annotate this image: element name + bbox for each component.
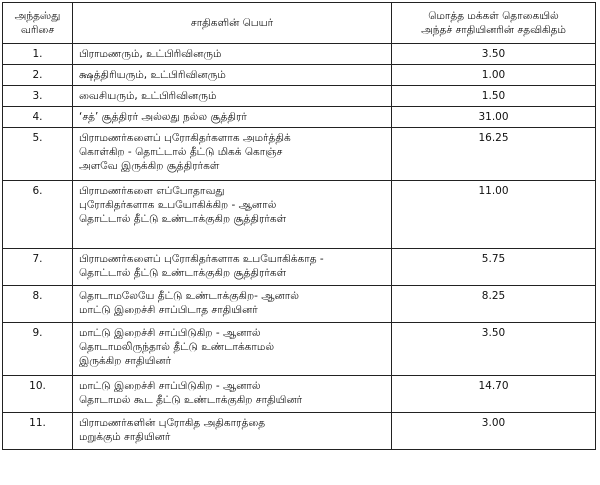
percentage-column-header [392,3,596,44]
caste-name-cell [73,323,392,376]
rank-cell: 10. [3,376,73,413]
caste-name-cell [73,413,392,450]
rank-cell: 5. [3,128,73,181]
caste-name-cell [73,128,392,181]
percentage-cell: 16.25 [392,128,596,181]
caste-name-cell [73,65,392,86]
caste-percentage-table [2,2,596,450]
caste-name-line: தொட்டால் தீட்டு உண்டாக்குகிற சூத்திரர்கள் [79,213,287,225]
caste-name-cell [73,286,392,323]
caste-name-line: மாட்டு இறைச்சி சாப்பிடுகிற - ஆனால் [79,380,261,392]
table-row [3,249,596,286]
table-row [3,86,596,107]
table-row [3,128,596,181]
rank-cell: 7. [3,249,73,286]
percentage-cell: 31.00 [392,107,596,128]
caste-name-line: வைசியரும், உட்பிரிவினரும் [79,90,217,102]
rank-cell: 2. [3,65,73,86]
rank-header-line-1: அந்தஸ்து [14,10,61,22]
caste-name-line: க்ஷத்திரியரும், உட்பிரிவினரும் [79,69,226,81]
percentage-cell: 3.50 [392,44,596,65]
table-header-row [3,3,596,44]
table-row [3,323,596,376]
caste-name-cell [73,44,392,65]
caste-name-line: பிராமணர்களின் புரோகித அதிகாரத்தை [79,417,266,429]
table-row [3,107,596,128]
rank-cell: 6. [3,181,73,249]
caste-name-line: தொட்டால் தீட்டு உண்டாக்குகிற சூத்திரர்கள் [79,267,287,279]
rank-cell: 3. [3,86,73,107]
table-row [3,376,596,413]
percentage-cell: 3.00 [392,413,596,450]
rank-column-header [3,3,73,44]
table-row [3,181,596,249]
table-row [3,286,596,323]
pct-header-line-1: மொத்த மக்கள் தொகையில் [428,10,559,22]
pct-header-line-2: அந்தச் சாதியினரின் சதவிகிதம் [421,24,566,36]
table-row [3,65,596,86]
caste-name-line: அளவே இருக்கிற சூத்திரர்கள் [79,160,220,172]
caste-name-line: பிராமணர்களைப் புரோகிதர்களாக அமர்த்திக் [79,132,291,144]
percentage-cell: 5.75 [392,249,596,286]
rank-cell: 8. [3,286,73,323]
caste-name-line: தொடாமலேயே தீட்டு உண்டாக்குகிற- ஆனால் [79,290,299,302]
caste-name-cell [73,86,392,107]
caste-name-line: பிராமணர்களைப் புரோகிதர்களாக உபயோகிக்காத - [79,253,324,265]
caste-name-line: மறுக்கும் சாதியினர் [79,431,171,443]
percentage-cell: 11.00 [392,181,596,249]
rank-header-line-2: வரிசை [20,24,55,36]
rank-cell: 4. [3,107,73,128]
table-body [3,44,596,450]
caste-name-line: மாட்டு இறைச்சி சாப்பிடுகிற - ஆனால் [79,327,261,339]
caste-name-line: ‘சத்’ சூத்திரர் அல்லது நல்ல சூத்திரர் [79,111,247,123]
rank-cell: 1. [3,44,73,65]
table-row [3,413,596,450]
percentage-cell: 14.70 [392,376,596,413]
caste-name-line: கொள்கிற - தொட்டால் தீட்டு மிகக் கொஞ்ச [79,146,283,158]
caste-name-line: இருக்கிற சாதியினர் [79,355,172,367]
caste-name-line: புரோகிதர்களாக உபயோகிக்கிற - ஆனால் [79,199,277,211]
caste-name-line: பிராமணரும், உட்பிரிவினரும் [79,48,222,60]
caste-name-cell [73,249,392,286]
caste-name-cell [73,376,392,413]
percentage-cell: 1.50 [392,86,596,107]
rank-cell: 9. [3,323,73,376]
caste-name-line: மாட்டு இறைச்சி சாப்பிடாத சாதியினர் [79,304,258,316]
percentage-cell: 1.00 [392,65,596,86]
rank-cell: 11. [3,413,73,450]
percentage-cell: 8.25 [392,286,596,323]
caste-name-cell [73,181,392,249]
percentage-cell: 3.50 [392,323,596,376]
caste-name-cell [73,107,392,128]
table-row [3,44,596,65]
name-column-header: சாதிகளின் பெயர் [73,3,392,44]
caste-name-line: தொடாமல் கூட தீட்டு உண்டாக்குகிற சாதியினர் [79,394,303,406]
caste-name-line: தொடாமலிருந்தால் தீட்டு உண்டாக்காமல் [79,341,275,353]
caste-name-line: பிராமணர்களை எப்போதாவது [79,185,225,197]
